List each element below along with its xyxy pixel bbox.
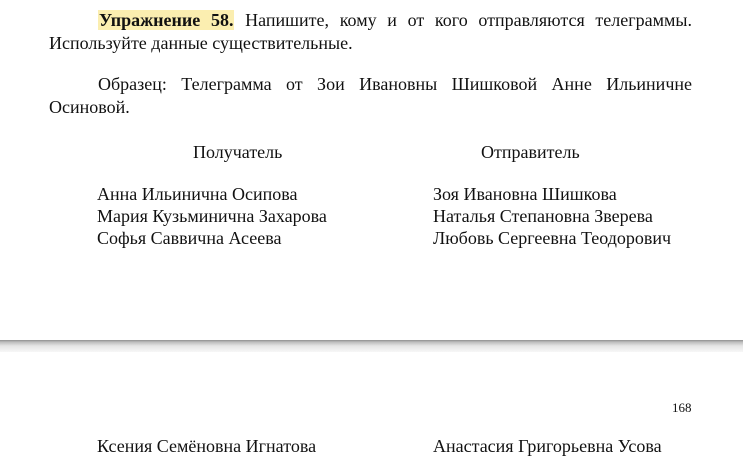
exercise-number: Упражнение 58. (99, 10, 234, 30)
page-break-separator (0, 340, 743, 352)
next-page-recipient-name: Ксения Семёновна Игнатова (97, 436, 317, 456)
sender-list (433, 183, 671, 249)
recipient-name: Мария Кузьминична Захарова (97, 206, 327, 226)
recipient-column-header: Получатель (193, 142, 283, 162)
sender-name: Наталья Степановна Зверева (433, 206, 653, 226)
next-page-sender-name: Анастасия Григорьевна Усова (433, 436, 662, 456)
sample-paragraph (49, 73, 692, 119)
exercise-instruction-paragraph (49, 9, 692, 55)
exercise-instruction: Напишите, кому и от кого отправляются телеграммы. Используйте данные существительные. (49, 10, 693, 53)
page-number: 168 (672, 400, 692, 415)
sender-name: Любовь Сергеевна Теодорович (433, 228, 672, 248)
recipient-name: Софья Саввична Асеева (97, 228, 282, 248)
sender-column-header: Отправитель (481, 142, 580, 162)
sender-name: Зоя Ивановна Шишкова (433, 184, 617, 204)
recipient-name: Анна Ильинична Осипова (97, 184, 298, 204)
sample-text: Образец: Телеграмма от Зои Ивановны Шишковой Анне Ильиничне Осиновой. (49, 74, 692, 117)
recipient-list (97, 183, 327, 249)
